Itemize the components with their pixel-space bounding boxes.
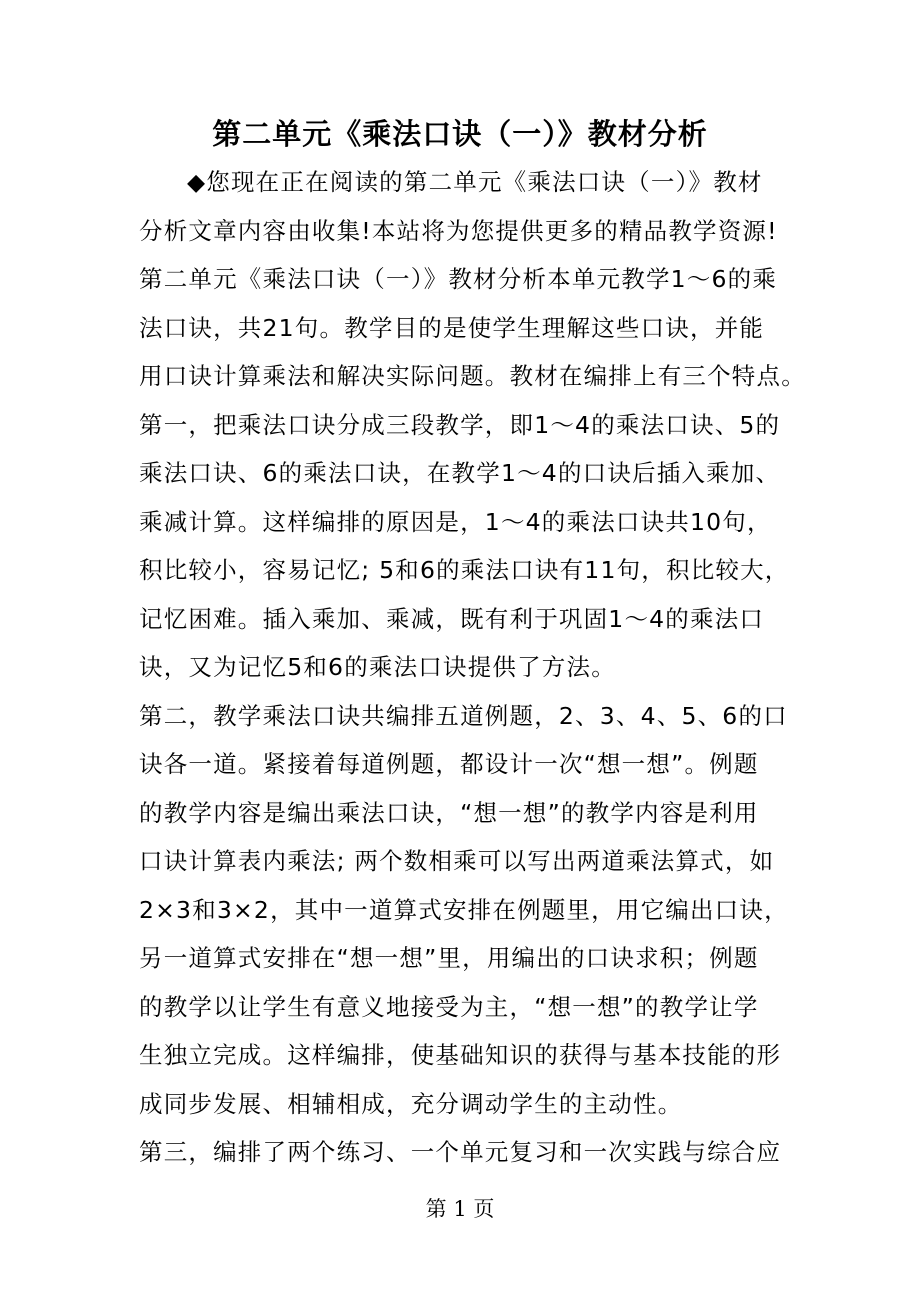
body-line: ◆您现在正在阅读的第二单元《乘法口诀（一）》教材 — [187, 168, 763, 196]
body-line: 2×3和3×2，其中一道算式安排在例题里，用它编出口诀， — [139, 895, 789, 924]
page-number: 第 1 页 — [425, 1197, 495, 1221]
body-line: 诀，又为记忆5和6的乘法口诀提供了方法。 — [139, 653, 616, 681]
document-body — [139, 158, 806, 1177]
body-line: 口诀计算表内乘法; 两个数相乘可以写出两道乘法算式，如 — [139, 847, 775, 875]
body-line: 生独立完成。这样编排，使基础知识的获得与基本技能的形 — [139, 1041, 782, 1069]
body-line: 乘减计算。这样编排的原因是，1～4的乘法口诀共10句， — [139, 507, 772, 536]
body-line: 诀各一道。紧接着每道例题，都设计一次“想一想”。例题 — [139, 750, 759, 778]
body-line: 记忆困难。插入乘加、乘减，既有利于巩固1～4的乘法口 — [139, 604, 765, 633]
body-line: 第三，编排了两个练习、一个单元复习和一次实践与综合应 — [139, 1138, 782, 1166]
body-line: 第二，教学乘法口诀共编排五道例题，2、3、4、5、6的口 — [139, 701, 788, 730]
body-line: 积比较小，容易记忆; 5和6的乘法口诀有11句，积比较大， — [139, 556, 790, 584]
body-line: 的教学以让学生有意义地接受为主，“想一想”的教学让学 — [139, 992, 759, 1021]
body-line: 的教学内容是编出乘法口诀，“想一想”的教学内容是利用 — [139, 798, 759, 827]
body-line: 乘法口诀、6的乘法口诀，在教学1～4的口诀后插入乘加、 — [139, 459, 781, 487]
body-line: 另一道算式安排在“想一想”里，用编出的口诀求积；例题 — [139, 944, 759, 972]
body-line: 成同步发展、相辅相成，充分调动学生的主动性。 — [139, 1089, 683, 1118]
body-line: 第二单元《乘法口诀（一）》教材分析本单元教学1～6的乘 — [139, 265, 778, 293]
body-line: 法口诀，共21句。教学目的是使学生理解这些口诀，并能 — [139, 313, 765, 342]
body-line: 用口诀计算乘法和解决实际问题。教材在编排上有三个特点。 — [139, 362, 806, 390]
document-title: 第二单元《乘法口诀（一）》教材分析 — [212, 117, 708, 151]
body-line: 分析文章内容由收集!本站将为您提供更多的精品教学资源! — [139, 216, 778, 245]
body-line: 第一，把乘法口诀分成三段教学，即1～4的乘法口诀、5的 — [139, 410, 781, 439]
